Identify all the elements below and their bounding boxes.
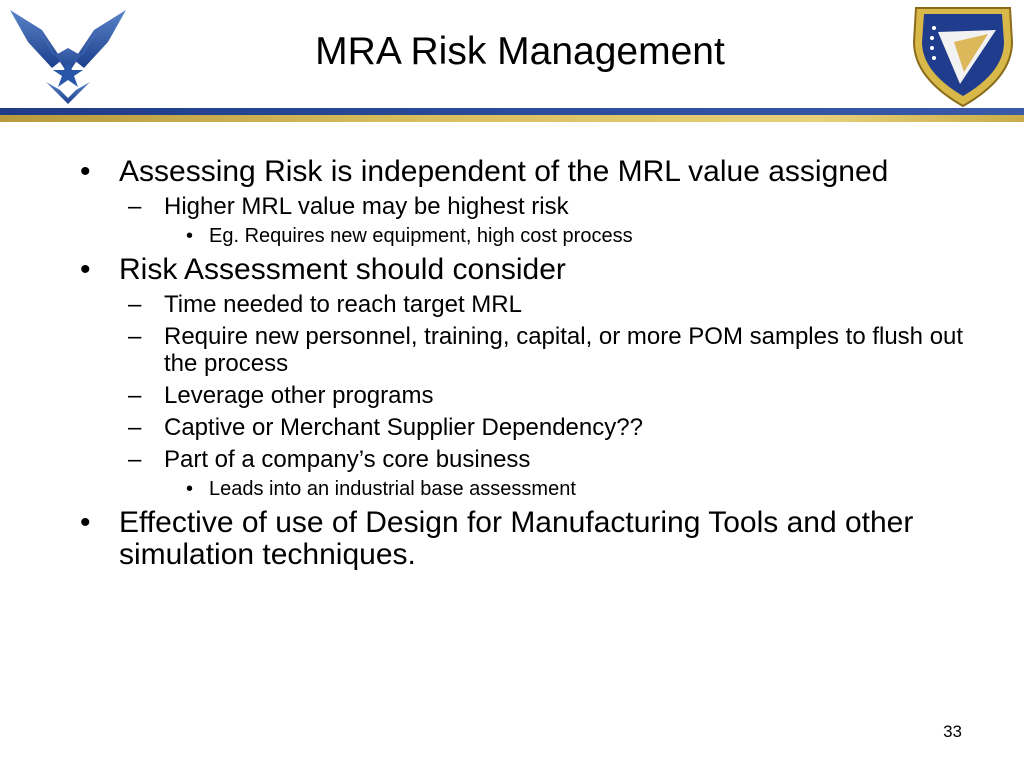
bullet-list (0, 150, 1024, 571)
dash-marker: – (128, 193, 142, 220)
sub-bullet-text: Leverage other programs (164, 382, 434, 409)
air-force-research-laboratory-shield (908, 2, 1018, 110)
dash-marker: – (128, 323, 142, 350)
bullet-item (0, 254, 1024, 286)
sub-sub-bullet-item (0, 477, 1024, 501)
header-divider (0, 108, 1024, 122)
dash-marker: – (128, 446, 142, 473)
sub-bullet-item (0, 323, 1024, 377)
bullet-marker: • (80, 155, 91, 188)
sub-sub-bullet-text: Leads into an industrial base assessment (209, 478, 576, 500)
air-force-wings-logo (6, 2, 130, 108)
sub-sub-bullet-text: Eg. Requires new equipment, high cost process (209, 225, 633, 247)
bullet-marker: • (80, 506, 91, 539)
sub-bullet-item (0, 291, 1024, 318)
bullet-marker: • (80, 253, 91, 286)
sub-bullet-item (0, 382, 1024, 409)
bullet-item (0, 156, 1024, 188)
header-divider-blue (0, 108, 1024, 115)
page-number: 33 (943, 722, 962, 741)
bullet-text: Risk Assessment should consider (119, 253, 566, 286)
sub-sub-bullet-item (0, 224, 1024, 248)
slide-title: MRA Risk Management (315, 30, 725, 73)
bullet-item (0, 507, 1024, 571)
sub-bullet-item (0, 414, 1024, 441)
sub-bullet-text: Time needed to reach target MRL (164, 291, 522, 318)
header-divider-gold (0, 115, 1024, 122)
sub-bullet-text: Require new personnel, training, capital, or more POM samples to flush out the process (164, 323, 964, 377)
bullet-marker: • (186, 225, 194, 247)
sub-bullet-item (0, 193, 1024, 220)
sub-bullet-text: Part of a company’s core business (164, 446, 531, 473)
sub-bullet-item (0, 446, 1024, 473)
bullet-text: Assessing Risk is independent of the MRL value assigned (119, 155, 889, 188)
dash-marker: – (128, 291, 142, 318)
dash-marker: – (128, 382, 142, 409)
bullet-text: Effective of use of Design for Manufacturing Tools and other simulation techniques. (119, 506, 914, 571)
bullet-marker: • (186, 478, 194, 500)
sub-bullet-text: Captive or Merchant Supplier Dependency?? (164, 414, 643, 441)
dash-marker: – (128, 414, 142, 441)
sub-bullet-text: Higher MRL value may be highest risk (164, 193, 569, 220)
